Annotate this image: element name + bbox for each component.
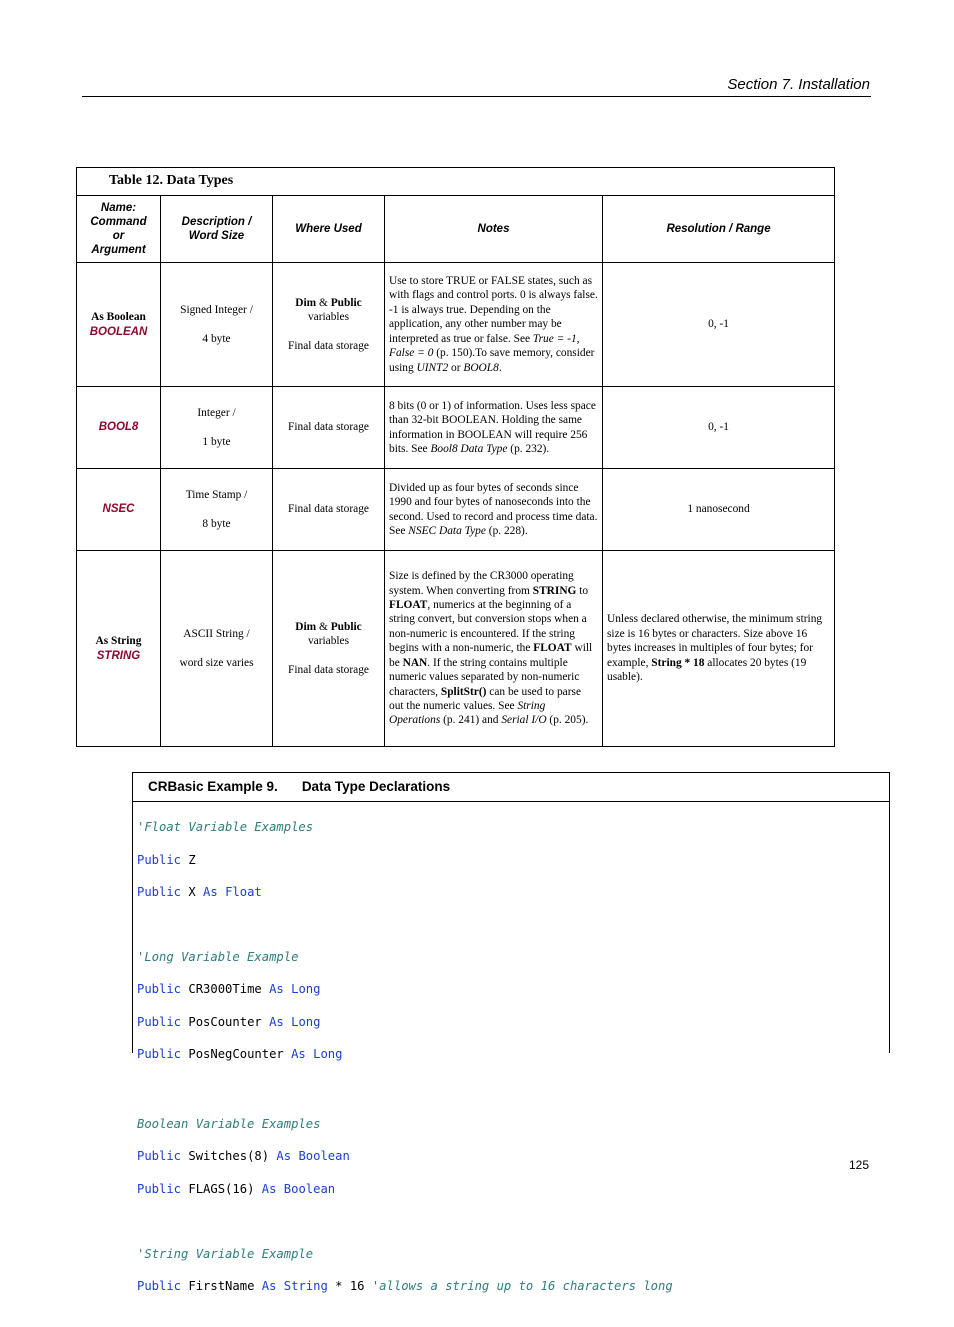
table-row bbox=[77, 469, 835, 551]
code-line: Public FirstName As String * 16 'allows a string up to 16 characters long bbox=[137, 1278, 673, 1293]
code-line: 'String Variable Example bbox=[137, 1246, 314, 1261]
example-label: CRBasic Example 9. bbox=[148, 779, 278, 794]
code-line: Public CR3000Time As Long bbox=[137, 982, 321, 997]
page-number: 125 bbox=[848, 1158, 869, 1172]
table-row bbox=[77, 387, 835, 469]
cell-where-used: Dim & Public variables Final data storage bbox=[273, 551, 385, 747]
example-header bbox=[133, 773, 889, 802]
table-row bbox=[77, 263, 835, 387]
cell-range: 0, -1 bbox=[603, 387, 835, 469]
header-rule bbox=[82, 96, 871, 97]
code-line: Public FLAGS(16) As Boolean bbox=[137, 1181, 336, 1196]
cell-notes: Size is defined by the CR3000 operating system. When converting from STRING to FLOAT, numerics at the beginning of a string convert, but conversion stops when a non-numeric is encountered. If the string begins with a non-numeric, the FLOAT will be NAN. If the string contains multiple numeric values separated by non-numeric characters, SplitStr() can be used to parse out the numeric values. See String Operations (p. 241) and Serial I/O (p. 205). bbox=[385, 551, 603, 747]
code-line: Public Z bbox=[137, 852, 196, 867]
table-header-row bbox=[77, 196, 835, 263]
table-row bbox=[77, 551, 835, 747]
cell-range: 0, -1 bbox=[603, 263, 835, 387]
cell-description: Time Stamp / 8 byte bbox=[161, 469, 273, 551]
code-blank-line bbox=[137, 916, 889, 932]
cell-description: Integer / 1 byte bbox=[161, 387, 273, 469]
cell-range: Unless declared otherwise, the minimum string size is 16 bytes or characters. Size above 16 bytes increases in multiples of four bytes; for example, String * 18 allocates 20 bytes (19 usable). bbox=[603, 551, 835, 747]
cell-range: 1 nanosecond bbox=[603, 469, 835, 551]
cell-notes: Divided up as four bytes of seconds since 1990 and four bytes of nanoseconds into the second. Used to record and process time data. See NSEC Data Type (p. 228). bbox=[385, 469, 603, 551]
cell-name: NSEC bbox=[77, 469, 161, 551]
cell-notes: 8 bits (0 or 1) of information. Uses less space than 32-bit BOOLEAN. Holding the same information in BOOLEAN will require 256 bits. See Bool8 Data Type (p. 232). bbox=[385, 387, 603, 469]
code-listing bbox=[133, 802, 889, 1327]
code-line: Public Switches(8) As Boolean bbox=[137, 1149, 350, 1164]
cell-where-used: Final data storage bbox=[273, 387, 385, 469]
cell-description: Signed Integer / 4 byte bbox=[161, 263, 273, 387]
col-header-description: Description / Word Size bbox=[161, 196, 273, 263]
code-blank-line bbox=[137, 1213, 889, 1229]
col-header-range: Resolution / Range bbox=[603, 196, 835, 263]
cell-description: ASCII String / word size varies bbox=[161, 551, 273, 747]
code-line: Boolean Variable Examples bbox=[137, 1117, 321, 1132]
code-line: Public PosCounter As Long bbox=[137, 1014, 321, 1029]
col-header-name: Name: Command or Argument bbox=[77, 196, 161, 263]
section-header: Section 7. Installation bbox=[727, 76, 870, 93]
code-line: 'Float Variable Examples bbox=[137, 820, 314, 835]
example-title: Data Type Declarations bbox=[301, 779, 451, 794]
code-blank-line bbox=[137, 1078, 889, 1100]
table-caption: Table 12. Data Types bbox=[77, 168, 835, 196]
code-line: Public X As Float bbox=[137, 884, 262, 899]
code-line: Public PosNegCounter As Long bbox=[137, 1046, 343, 1061]
cell-name: As Boolean BOOLEAN bbox=[77, 263, 161, 387]
table-caption-row bbox=[77, 168, 835, 196]
col-header-where-used: Where Used bbox=[273, 196, 385, 263]
cell-name: As String STRING bbox=[77, 551, 161, 747]
code-line: 'Long Variable Example bbox=[137, 949, 299, 964]
col-header-notes: Notes bbox=[385, 196, 603, 263]
cell-where-used: Final data storage bbox=[273, 469, 385, 551]
cell-where-used: Dim & Public variables Final data storage bbox=[273, 263, 385, 387]
cell-notes: Use to store TRUE or FALSE states, such as with flags and control ports. 0 is always false. -1 is always true. Depending on the application, any other number may be interpreted as true or false. See True = -1, False = 0 (p. 150).To save memory, consider using UINT2 or BOOL8. bbox=[385, 263, 603, 387]
data-types-table bbox=[76, 167, 835, 747]
cell-name: BOOL8 bbox=[77, 387, 161, 469]
